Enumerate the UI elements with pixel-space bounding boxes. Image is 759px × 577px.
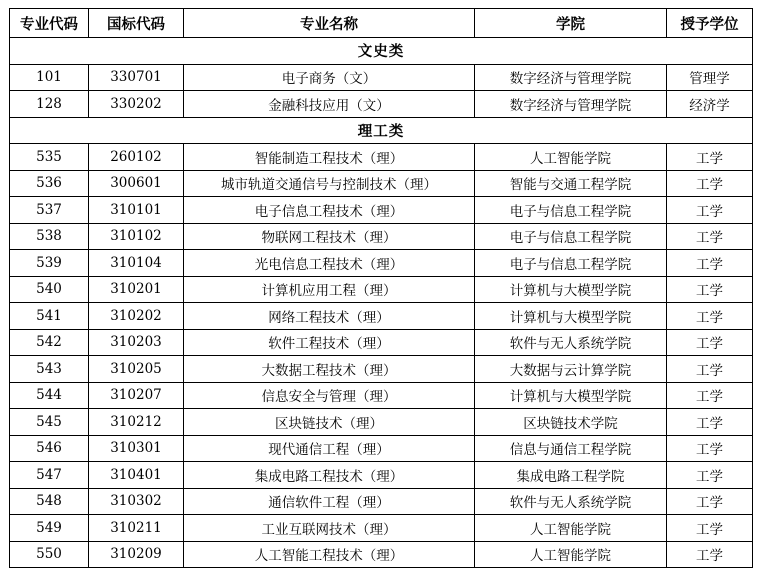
cell-major-code: 547: [10, 462, 89, 489]
cell-major-name: 电子商务（文）: [184, 64, 475, 91]
cell-degree: 工学: [667, 356, 753, 383]
cell-national-code: 310302: [89, 488, 184, 515]
table-row: [10, 515, 753, 542]
cell-major-code: 539: [10, 250, 89, 277]
cell-major-code: 543: [10, 356, 89, 383]
cell-national-code: 310201: [89, 276, 184, 303]
table-row: [10, 382, 753, 409]
cell-college: 计算机与大模型学院: [475, 382, 667, 409]
cell-degree: 工学: [667, 276, 753, 303]
cell-major-code: 542: [10, 329, 89, 356]
cell-major-code: 101: [10, 64, 89, 91]
cell-college: 电子与信息工程学院: [475, 250, 667, 277]
cell-degree: 工学: [667, 303, 753, 330]
header-college: 学院: [475, 9, 667, 38]
cell-major-name: 区块链技术（理）: [184, 409, 475, 436]
cell-major-name: 通信软件工程（理）: [184, 488, 475, 515]
cell-college: 电子与信息工程学院: [475, 197, 667, 224]
cell-major-name: 电子信息工程技术（理）: [184, 197, 475, 224]
cell-national-code: 310203: [89, 329, 184, 356]
cell-national-code: 330701: [89, 64, 184, 91]
group-label: 文史类: [10, 38, 753, 65]
cell-major-code: 546: [10, 435, 89, 462]
header-major-code: 专业代码: [10, 9, 89, 38]
header-major-name: 专业名称: [184, 9, 475, 38]
table-row: [10, 541, 753, 568]
cell-major-code: 550: [10, 541, 89, 568]
cell-college: 数字经济与管理学院: [475, 91, 667, 118]
majors-table: [9, 8, 753, 568]
header-national-code: 国标代码: [89, 9, 184, 38]
table-row: [10, 144, 753, 171]
cell-major-name: 人工智能工程技术（理）: [184, 541, 475, 568]
cell-national-code: 310212: [89, 409, 184, 436]
cell-major-name: 网络工程技术（理）: [184, 303, 475, 330]
table-row: [10, 250, 753, 277]
cell-national-code: 310104: [89, 250, 184, 277]
table-row: [10, 91, 753, 118]
cell-major-code: 545: [10, 409, 89, 436]
cell-college: 计算机与大模型学院: [475, 276, 667, 303]
cell-degree: 工学: [667, 223, 753, 250]
cell-major-code: 536: [10, 170, 89, 197]
group-row-liberal-arts: [10, 38, 753, 65]
table-row: [10, 64, 753, 91]
cell-degree: 工学: [667, 541, 753, 568]
cell-major-name: 信息安全与管理（理）: [184, 382, 475, 409]
table-header-row: [10, 9, 753, 38]
cell-major-name: 金融科技应用（文）: [184, 91, 475, 118]
cell-college: 智能与交通工程学院: [475, 170, 667, 197]
cell-major-code: 540: [10, 276, 89, 303]
cell-national-code: 310301: [89, 435, 184, 462]
table-row: [10, 409, 753, 436]
cell-college: 人工智能学院: [475, 515, 667, 542]
cell-major-name: 光电信息工程技术（理）: [184, 250, 475, 277]
table-row: [10, 276, 753, 303]
cell-major-name: 集成电路工程技术（理）: [184, 462, 475, 489]
cell-degree: 工学: [667, 462, 753, 489]
cell-national-code: 310211: [89, 515, 184, 542]
table-row: [10, 303, 753, 330]
cell-national-code: 310101: [89, 197, 184, 224]
table-row: [10, 435, 753, 462]
cell-college: 计算机与大模型学院: [475, 303, 667, 330]
cell-degree: 工学: [667, 250, 753, 277]
table-row: [10, 356, 753, 383]
cell-major-name: 物联网工程技术（理）: [184, 223, 475, 250]
cell-major-code: 544: [10, 382, 89, 409]
cell-major-code: 537: [10, 197, 89, 224]
cell-major-code: 549: [10, 515, 89, 542]
cell-major-code: 538: [10, 223, 89, 250]
header-degree: 授予学位: [667, 9, 753, 38]
cell-degree: 工学: [667, 409, 753, 436]
cell-college: 电子与信息工程学院: [475, 223, 667, 250]
cell-degree: 工学: [667, 170, 753, 197]
cell-major-code: 541: [10, 303, 89, 330]
cell-degree: 管理学: [667, 64, 753, 91]
table-row: [10, 197, 753, 224]
cell-major-code: 535: [10, 144, 89, 171]
cell-college: 大数据与云计算学院: [475, 356, 667, 383]
cell-national-code: 330202: [89, 91, 184, 118]
cell-major-name: 计算机应用工程（理）: [184, 276, 475, 303]
group-label: 理工类: [10, 117, 753, 144]
group-row-science-engineering: [10, 117, 753, 144]
table-row: [10, 488, 753, 515]
cell-college: 信息与通信工程学院: [475, 435, 667, 462]
cell-degree: 工学: [667, 488, 753, 515]
cell-national-code: 310209: [89, 541, 184, 568]
cell-degree: 工学: [667, 144, 753, 171]
cell-major-name: 城市轨道交通信号与控制技术（理）: [184, 170, 475, 197]
cell-college: 集成电路工程学院: [475, 462, 667, 489]
cell-national-code: 310207: [89, 382, 184, 409]
cell-college: 软件与无人系统学院: [475, 329, 667, 356]
cell-national-code: 300601: [89, 170, 184, 197]
cell-degree: 工学: [667, 329, 753, 356]
cell-major-name: 工业互联网技术（理）: [184, 515, 475, 542]
cell-degree: 经济学: [667, 91, 753, 118]
cell-major-code: 548: [10, 488, 89, 515]
cell-degree: 工学: [667, 197, 753, 224]
cell-college: 数字经济与管理学院: [475, 64, 667, 91]
cell-national-code: 310401: [89, 462, 184, 489]
cell-college: 软件与无人系统学院: [475, 488, 667, 515]
cell-college: 区块链技术学院: [475, 409, 667, 436]
cell-major-name: 智能制造工程技术（理）: [184, 144, 475, 171]
table-row: [10, 329, 753, 356]
table-row: [10, 170, 753, 197]
cell-national-code: 260102: [89, 144, 184, 171]
cell-college: 人工智能学院: [475, 144, 667, 171]
cell-major-name: 大数据工程技术（理）: [184, 356, 475, 383]
cell-national-code: 310202: [89, 303, 184, 330]
table-row: [10, 223, 753, 250]
cell-degree: 工学: [667, 382, 753, 409]
cell-college: 人工智能学院: [475, 541, 667, 568]
cell-degree: 工学: [667, 515, 753, 542]
cell-national-code: 310205: [89, 356, 184, 383]
cell-national-code: 310102: [89, 223, 184, 250]
cell-major-name: 现代通信工程（理）: [184, 435, 475, 462]
cell-major-name: 软件工程技术（理）: [184, 329, 475, 356]
cell-degree: 工学: [667, 435, 753, 462]
cell-major-code: 128: [10, 91, 89, 118]
table-row: [10, 462, 753, 489]
